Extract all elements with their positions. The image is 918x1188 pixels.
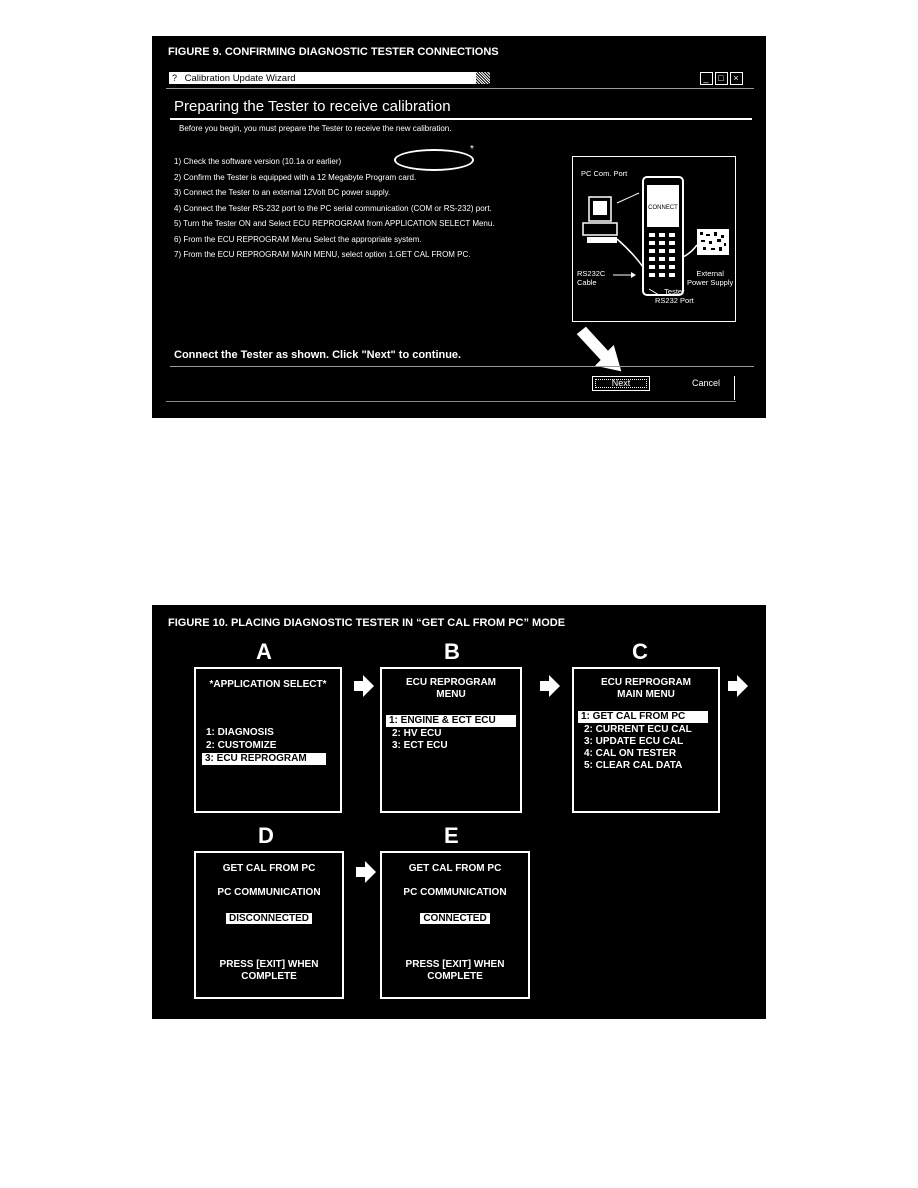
panel-e-letter: E <box>444 823 459 848</box>
panel-title: GET CAL FROM PC <box>222 863 316 874</box>
menu-item-current-ecu-cal: 2: CURRENT ECU CAL <box>584 724 692 735</box>
step-5: 5) Turn the Tester ON and Select ECU REPROGRAM from APPLICATION SELECT Menu. <box>174 219 495 228</box>
step-4: 4) Connect the Tester RS-232 port to the PC serial communication (COM or RS-232) port. <box>174 203 492 213</box>
status-badge-connected: CONNECTED <box>420 913 489 924</box>
panel-title: *APPLICATION SELECT* <box>209 679 327 690</box>
panel-pc-disconnected <box>194 851 344 999</box>
wizard-heading: Preparing the Tester to receive calibration <box>174 98 451 115</box>
right-arrow-icon <box>540 675 560 697</box>
tester-port-label: Tester RS232 Port <box>655 287 694 305</box>
menu-item-ect-ecu: 3: ECT ECU <box>392 740 448 751</box>
minimize-icon[interactable]: _ <box>700 72 713 85</box>
step-1: 1) Check the software version (10.1a or earlier) <box>174 157 342 166</box>
menu-item-ecu-reprogram-selected: 3: ECU REPROGRAM <box>202 753 326 765</box>
menu-item-get-cal-selected: 1: GET CAL FROM PC <box>578 711 708 723</box>
step-6: 6) From the ECU REPROGRAM Menu Select the appropriate system. <box>174 234 422 244</box>
wizard-intro: Before you begin, you must prepare the Tester to receive the new calibration. <box>179 124 452 133</box>
panel-footer: COMPLETE <box>241 971 297 982</box>
window-controls <box>698 72 743 85</box>
cancel-button[interactable]: Cancel <box>691 378 720 388</box>
right-arrow-icon <box>728 675 748 697</box>
frame-edge <box>734 376 735 400</box>
step-7: 7) From the ECU REPROGRAM MAIN MENU, select option 1.GET CAL FROM PC. <box>174 250 471 259</box>
separator <box>170 366 754 367</box>
panel-title: GET CAL FROM PC <box>408 863 502 874</box>
panel-application-select <box>194 667 342 813</box>
next-button[interactable]: Next <box>592 376 650 391</box>
connection-illustration <box>573 157 735 321</box>
figure-10 <box>152 605 766 1019</box>
heading-rule <box>170 118 752 120</box>
panel-a-letter: A <box>256 639 272 664</box>
separator <box>166 88 754 89</box>
figure-10-title: FIGURE 10. PLACING DIAGNOSTIC TESTER IN “GET CAL FROM PC” MODE <box>168 617 566 629</box>
figure-9-title: FIGURE 9. CONFIRMING DIAGNOSTIC TESTER CONNECTIONS <box>168 46 499 58</box>
menu-item-diagnosis: 1: DIAGNOSIS <box>206 727 274 738</box>
external-power-label: External Power Supply <box>687 269 734 287</box>
right-arrow-icon <box>354 675 374 697</box>
menu-item-customize: 2: CUSTOMIZE <box>206 740 277 751</box>
panel-title: ECU REPROGRAM <box>600 677 691 688</box>
panel-c-letter: C <box>632 639 648 664</box>
menu-item-update-ecu-cal: 3: UPDATE ECU CAL <box>584 736 684 747</box>
panel-title: ECU REPROGRAM <box>405 677 496 688</box>
tester-screen-text: CONNECT <box>648 205 678 211</box>
menu-item-cal-on-tester: 4: CAL ON TESTER <box>584 748 677 759</box>
status-badge-disconnected: DISCONNECTED <box>226 913 312 924</box>
menu-item-hv-ecu: 2: HV ECU <box>392 728 442 739</box>
step-3: 3) Connect the Tester to an external 12Volt DC power supply. <box>174 188 391 197</box>
panel-subtitle: PC COMMUNICATION <box>403 887 507 898</box>
wizard-icon: ? <box>172 73 178 83</box>
menu-item-engine-ect-selected: 1: ENGINE & ECT ECU <box>386 715 516 727</box>
panel-footer: PRESS [EXIT] WHEN <box>405 959 505 970</box>
pointer-arrow-icon <box>572 326 632 378</box>
frame-edge <box>166 401 736 402</box>
status-container <box>196 913 342 925</box>
panel-footer: COMPLETE <box>427 971 483 982</box>
window-title: Calibration Update Wizard <box>184 73 296 84</box>
window-titlebar <box>169 72 476 84</box>
version-highlight-oval <box>394 149 474 171</box>
right-arrow-icon <box>356 861 376 883</box>
panel-subtitle: MENU <box>436 689 466 700</box>
panel-d-letter: D <box>258 823 274 848</box>
panel-ecu-reprogram-main-menu <box>572 667 720 813</box>
panel-pc-connected <box>380 851 530 999</box>
status-container <box>382 913 528 925</box>
titlebar-dither <box>476 72 490 84</box>
step-2: 2) Confirm the Tester is equipped with a 12 Megabyte Program card. <box>174 172 417 182</box>
maximize-icon[interactable]: □ <box>715 72 728 85</box>
figure-9 <box>152 36 766 418</box>
panel-subtitle: MAIN MENU <box>617 689 675 700</box>
rs232c-cable-label: RS232C Cable <box>577 269 606 287</box>
connection-diagram <box>572 156 736 322</box>
continue-instruction: Connect the Tester as shown. Click "Next" to continue. <box>174 349 462 361</box>
close-icon[interactable]: × <box>730 72 743 85</box>
menu-item-clear-cal-data: 5: CLEAR CAL DATA <box>584 760 683 771</box>
panel-footer: PRESS [EXIT] WHEN <box>219 959 319 970</box>
panel-ecu-reprogram-menu <box>380 667 522 813</box>
panel-b-letter: B <box>444 639 460 664</box>
pc-com-port-label: PC Com. Port <box>581 169 628 178</box>
oval-marker: * <box>470 144 474 155</box>
panel-subtitle: PC COMMUNICATION <box>217 887 321 898</box>
